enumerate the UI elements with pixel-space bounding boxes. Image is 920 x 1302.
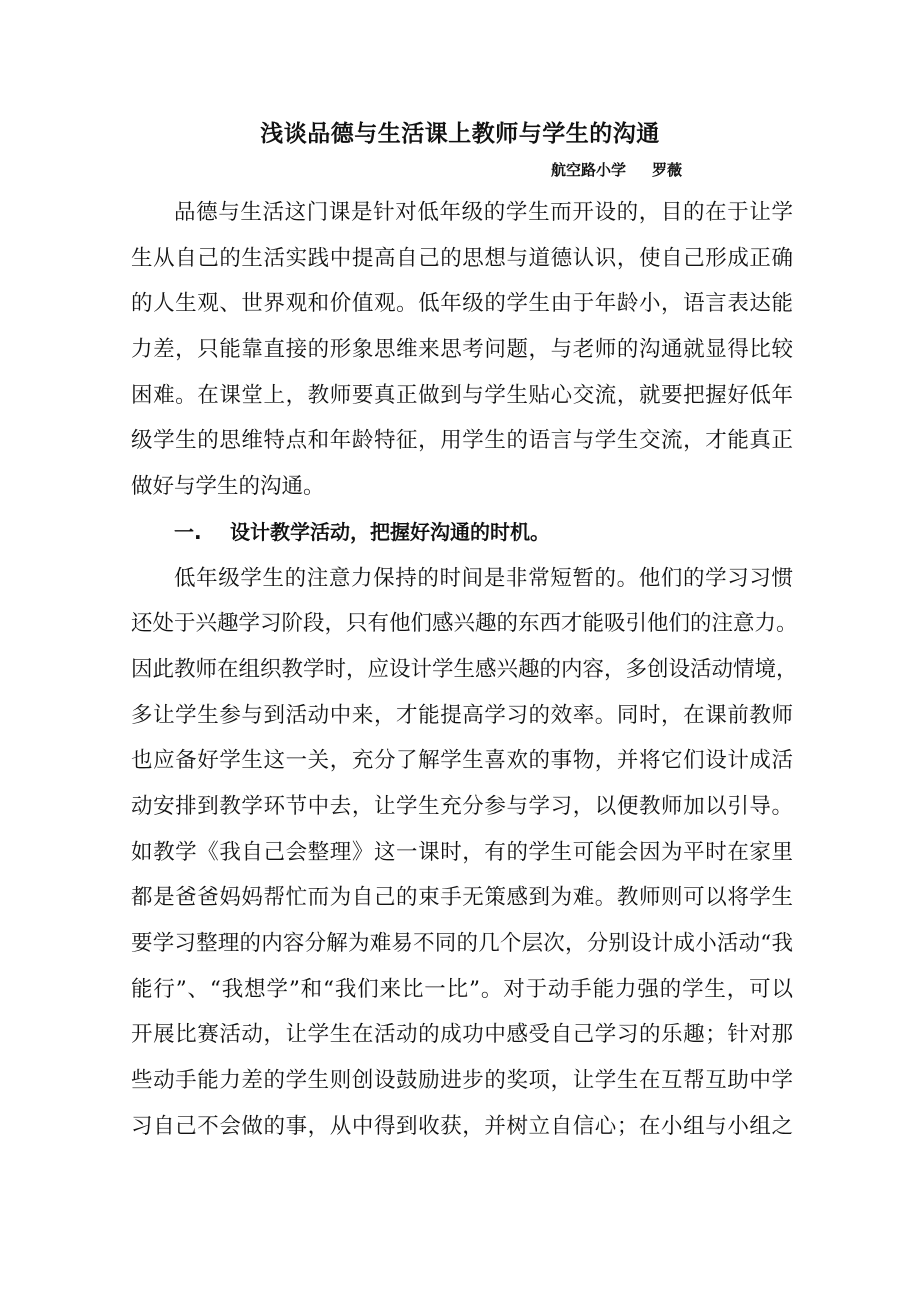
- author-line: [551, 158, 682, 182]
- paragraph-line: 做好与学生的沟通。: [131, 474, 325, 500]
- paragraph-line: 动安排到教学环节中去，让学生充分参与学习，以便教师加以引导。: [131, 793, 793, 819]
- section-number: 一.: [174, 519, 202, 544]
- paragraph-line: 因此教师在组织教学时，应设计学生感兴趣的内容，多创设活动情境，: [131, 656, 798, 682]
- author-name: 罗薇: [651, 161, 682, 179]
- intro-paragraph: [131, 190, 793, 510]
- paragraph-line: 级学生的思维特点和年龄特征，用学生的语言与学生交流，才能真正: [131, 428, 793, 454]
- paragraph-line: 低年级学生的注意力保持的时间是非常短暂的。他们的学习习惯: [174, 565, 793, 591]
- document-title: 浅谈品德与生活课上教师与学生的沟通: [260, 121, 660, 147]
- document-body: [131, 190, 798, 1149]
- paragraph-line: 困难。在课堂上，教师要真正做到与学生贴心交流，就要把握好低年: [131, 382, 793, 408]
- section-heading: [131, 510, 793, 556]
- paragraph-line: 生从自己的生活实践中提高自己的思想与道德认识，使自己形成正确: [131, 245, 793, 271]
- paragraph-line: 的人生观、世界观和价值观。低年级的学生由于年龄小，语言表达能: [131, 291, 793, 317]
- paragraph-line: 些动手能力差的学生则创设鼓励进步的奖项，让学生在互帮互助中学: [131, 1068, 793, 1094]
- paragraph-line: 多让学生参与到活动中来，才能提高学习的效率。同时，在课前教师: [131, 702, 793, 728]
- paragraph-line: 能行”、“我想学”和“我们来比一比”。对于动手能力强的学生，可以: [131, 976, 793, 1002]
- author-school: 航空路小学: [550, 161, 626, 179]
- paragraph-line: 还处于兴趣学习阶段，只有他们感兴趣的东西才能吸引他们的注意力。: [131, 611, 798, 637]
- paragraph-line: 力差，只能靠直接的形象思维来思考问题，与老师的沟通就显得比较: [131, 337, 793, 363]
- paragraph-line: 如教学《我自己会整理》这一课时，有的学生可能会因为平时在家里: [131, 839, 793, 865]
- paragraph-line: 习自己不会做的事，从中得到收获，并树立自信心；在小组与小组之: [131, 1113, 793, 1139]
- paragraph-line: 品德与生活这门课是针对低年级的学生而开设的，目的在于让学: [174, 200, 793, 225]
- section-paragraph: [131, 556, 798, 1150]
- paragraph-line: 开展比赛活动，让学生在活动的成功中感受自己学习的乐趣；针对那: [131, 1022, 793, 1048]
- section-heading-text: 设计教学活动，把握好沟通的时机。: [230, 519, 550, 544]
- paragraph-line: 都是爸爸妈妈帮忙而为自己的束手无策感到为难。教师则可以将学生: [131, 885, 793, 911]
- paragraph-line: 也应备好学生这一关，充分了解学生喜欢的事物，并将它们设计成活: [131, 748, 793, 774]
- paragraph-line: 要学习整理的内容分解为难易不同的几个层次，分别设计成小活动“我: [131, 931, 793, 956]
